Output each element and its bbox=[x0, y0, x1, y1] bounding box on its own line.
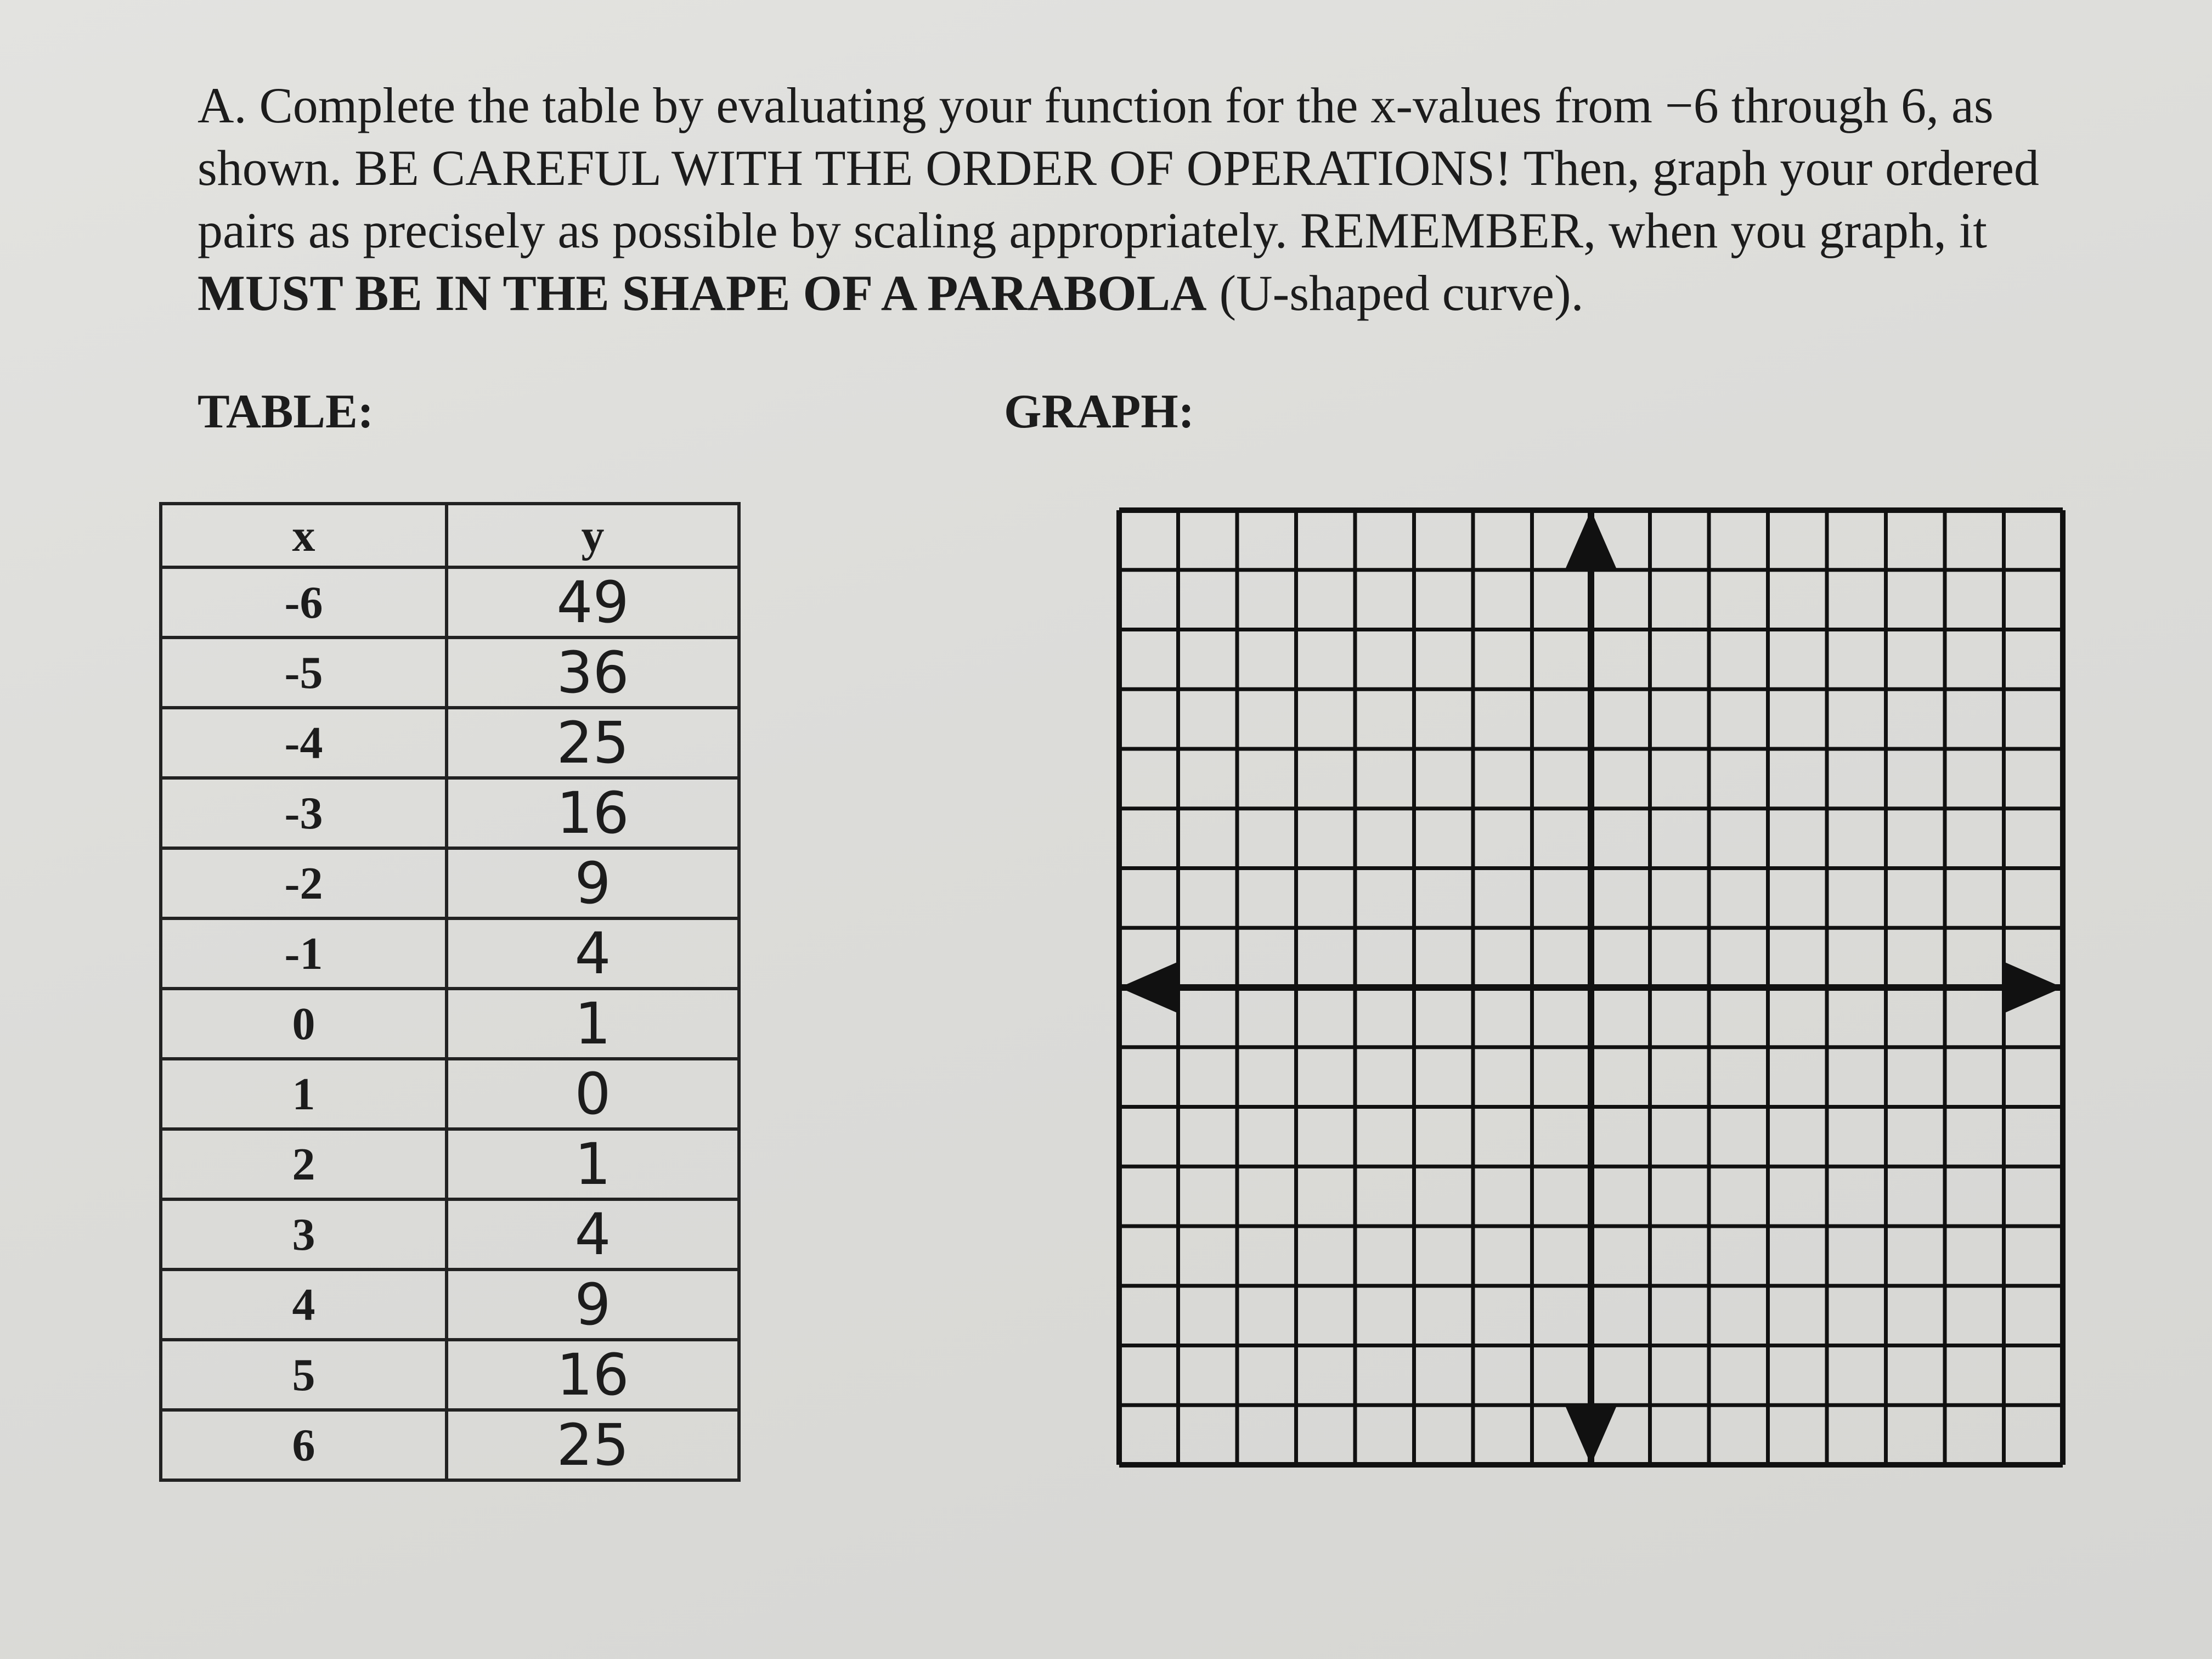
table-row bbox=[161, 708, 739, 778]
instructions-bold: MUST BE IN THE SHAPE OF A PARABOLA bbox=[198, 265, 1207, 321]
instructions-part1: A. Complete the table by evaluating your function for the x-values from −6 through 6, as shown. BE CAREFUL WITH THE ORDER OF OPERATIONS! Then, graph your ordered pairs as precisely as possible by scaling appropriately. REMEMBER, when you graph, it bbox=[198, 77, 2039, 258]
table-row bbox=[161, 1269, 739, 1340]
table-row bbox=[161, 848, 739, 918]
table-row bbox=[161, 1059, 739, 1129]
table-cell-x: -5 bbox=[161, 637, 447, 708]
table-header-y: y bbox=[447, 504, 739, 567]
table-cell-x: 1 bbox=[161, 1059, 447, 1129]
table-cell-y: 16 bbox=[447, 778, 739, 848]
table-cell-x: -1 bbox=[161, 918, 447, 989]
arrow-right-icon bbox=[2002, 961, 2063, 1014]
grid-svg[interactable] bbox=[1114, 505, 2068, 1470]
table-cell-x: 0 bbox=[161, 989, 447, 1059]
table-row bbox=[161, 637, 739, 708]
table-cell-x: -3 bbox=[161, 778, 447, 848]
coordinate-grid[interactable] bbox=[1114, 505, 2068, 1470]
table-row bbox=[161, 918, 739, 989]
table-body bbox=[161, 567, 739, 1480]
table-row bbox=[161, 1340, 739, 1410]
table-row bbox=[161, 1410, 739, 1480]
table-header-row bbox=[161, 504, 739, 567]
table-cell-y: 25 bbox=[447, 1410, 739, 1480]
table-row bbox=[161, 989, 739, 1059]
table-cell-x: -6 bbox=[161, 567, 447, 637]
table-cell-y: 36 bbox=[447, 637, 739, 708]
arrow-left-icon bbox=[1119, 961, 1180, 1014]
table-cell-x: 5 bbox=[161, 1340, 447, 1410]
table-cell-y: 4 bbox=[447, 1199, 739, 1269]
arrow-down-icon bbox=[1565, 1404, 1617, 1465]
instructions-part2: (U-shaped curve). bbox=[1206, 265, 1584, 321]
table-cell-y: 9 bbox=[447, 848, 739, 918]
table-cell-x: -2 bbox=[161, 848, 447, 918]
table-row bbox=[161, 778, 739, 848]
table-cell-x: -4 bbox=[161, 708, 447, 778]
table-row bbox=[161, 1199, 739, 1269]
table-cell-y: 4 bbox=[447, 918, 739, 989]
table-cell-y: 0 bbox=[447, 1059, 739, 1129]
table-label: TABLE: bbox=[198, 385, 374, 438]
table-cell-y: 25 bbox=[447, 708, 739, 778]
table-cell-y: 1 bbox=[447, 1129, 739, 1199]
table-cell-y: 1 bbox=[447, 989, 739, 1059]
table-cell-x: 2 bbox=[161, 1129, 447, 1199]
instructions-text bbox=[198, 74, 2074, 324]
table-cell-y: 49 bbox=[447, 567, 739, 637]
graph-label: GRAPH: bbox=[1004, 385, 1195, 438]
table-row bbox=[161, 1129, 739, 1199]
table-cell-x: 3 bbox=[161, 1199, 447, 1269]
xy-table bbox=[159, 502, 741, 1482]
table-header-x: x bbox=[161, 504, 447, 567]
arrow-up-icon bbox=[1565, 510, 1617, 571]
table-cell-x: 4 bbox=[161, 1269, 447, 1340]
table-cell-y: 16 bbox=[447, 1340, 739, 1410]
table-cell-y: 9 bbox=[447, 1269, 739, 1340]
table-row bbox=[161, 567, 739, 637]
table-cell-x: 6 bbox=[161, 1410, 447, 1480]
